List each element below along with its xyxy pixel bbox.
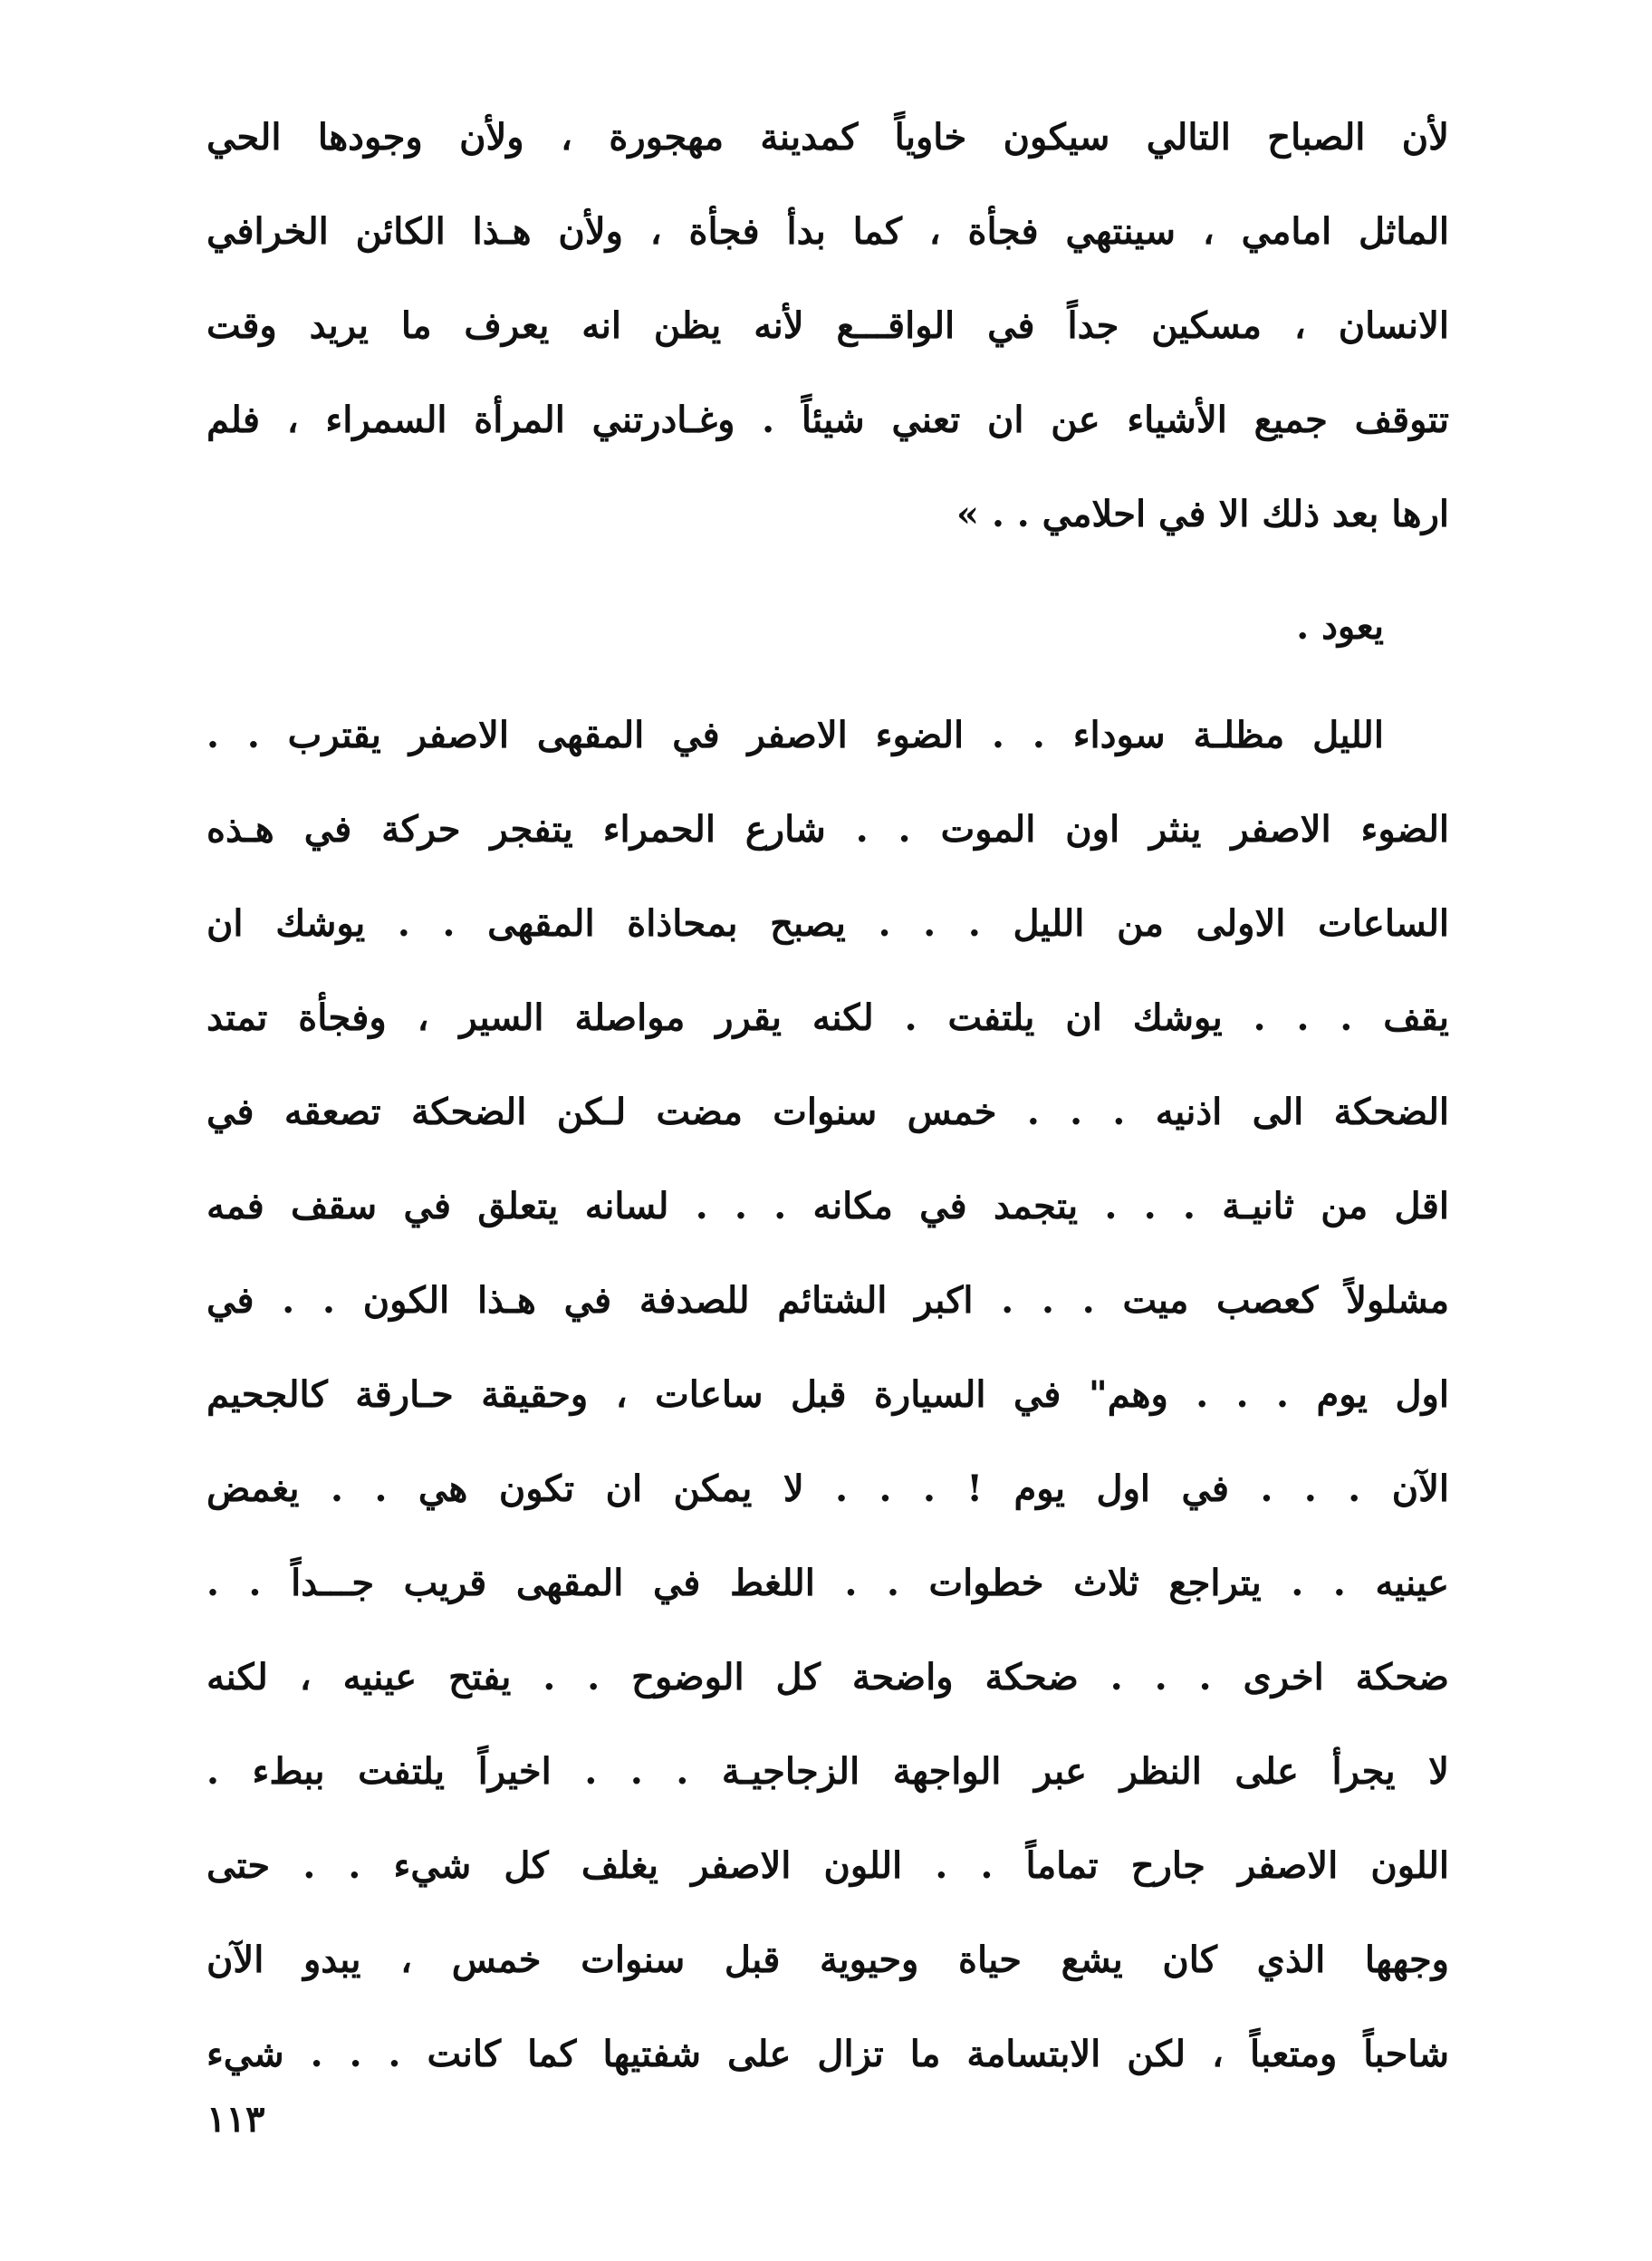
- text-line: مشلولاً كعصب ميت . . . اكبر الشتائم للصدفة في هـذا الكون . . في: [206, 1279, 1449, 1322]
- text-line: الآن . . . في اول يوم ! . . . لا يمكن ان تكون هي . . يغمض: [206, 1467, 1449, 1510]
- text-line: وجهها الذي كان يشع حياة وحيوية قبل سنوات خمس ، يبدو الآن: [206, 1939, 1449, 1981]
- paragraph-main: [206, 688, 1449, 2102]
- text-line: شاحباً ومتعباً ، لكن الابتسامة ما تزال على شفتيها كما كانت . . . شيء: [206, 2033, 1449, 2075]
- text-line: اقل من ثانيـة . . . يتجمد في مكانه . . . لسانه يتعلق في سقف فمه: [206, 1185, 1449, 1227]
- section-heading: يعود .: [1296, 605, 1384, 648]
- text-line: يقف . . . يوشك ان يلتفت . لكنه يقرر مواصلة السير ، وفجأة تمتد: [206, 996, 1449, 1039]
- section-heading-block: [206, 580, 1449, 674]
- text-line: الانسان ، مسكين جداً في الواقـــع لأنه يظن انه يعرف ما يريد وقت: [206, 304, 1449, 347]
- text-line: عينيه . . يتراجع ثلاث خطوات . . اللغط في المقهى قريب جـــداً . .: [206, 1562, 1449, 1604]
- text-line: الضحكة الى اذنيه . . . خمس سنوات مضت لـكن الضحكة تصعقه في: [206, 1091, 1449, 1133]
- text-line: لأن الصباح التالي سيكون خاوياً كمدينة مهجورة ، ولأن وجودها الحي: [206, 116, 1449, 159]
- text-line: اللون الاصفر جارح تماماً . . اللون الاصفر يغلف كل شيء . . حتى: [206, 1844, 1449, 1887]
- text-line: ضحكة اخرى . . . ضحكة واضحة كل الوضوح . . يفتح عينيه ، لكنه: [206, 1656, 1449, 1698]
- text-line: الماثل امامي ، سينتهي فجأة ، كما بدأ فجأة ، ولأن هـذا الكائن الخرافي: [206, 210, 1449, 253]
- text-line: اول يوم . . . وهم" في السيارة قبل ساعات ، وحقيقة حـارقة كالجحيم: [206, 1373, 1449, 1416]
- text-line: لا يجرأ على النظر عبر الواجهة الزجاجيـة . . . اخيراً يلتفت ببطء .: [206, 1750, 1449, 1793]
- text-line: الضوء الاصفر ينثر اون الموت . . شارع الحمراء يتفجر حركة في هـذه: [206, 808, 1449, 851]
- paragraph-closing-quote: [206, 91, 1449, 562]
- text-line: تتوقف جميع الأشياء عن ان تعني شيئاً . وغـادرتني المرأة السمراء ، فلم: [206, 399, 1449, 441]
- text-line: الليل مظلـة سوداء . . الضوء الاصفر في المقهى الاصفر يقترب . .: [206, 714, 1384, 756]
- text-line: الساعات الاولى من الليل . . . يصبح بمحاذاة المقهى . . يوشك ان: [206, 902, 1449, 945]
- page-number: ١١٣: [206, 2098, 265, 2141]
- text-line: ارها بعد ذلك الا في احلامي . . »: [956, 493, 1449, 535]
